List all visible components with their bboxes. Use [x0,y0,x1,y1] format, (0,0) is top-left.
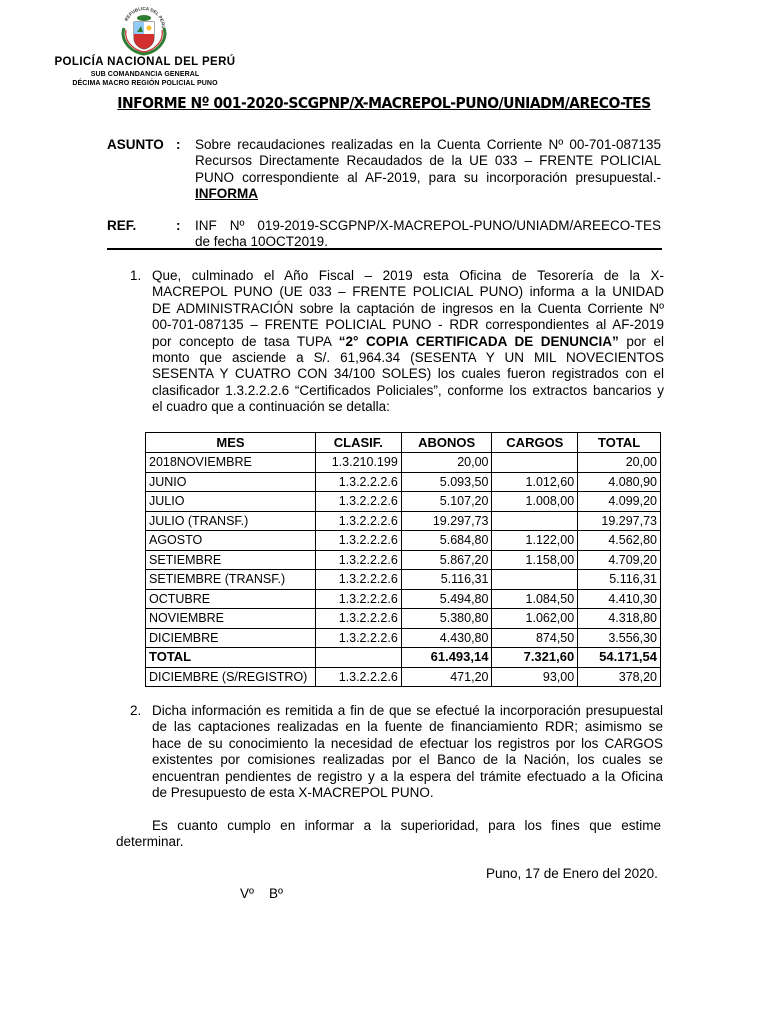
coat-of-arms-icon [116,4,172,58]
table-cell: 1.084,50 [492,589,578,609]
table-cell: 1.3.2.2.2.6 [315,609,401,629]
document-date: Puno, 17 de Enero del 2020. [486,866,658,881]
paragraph-number: 2. [130,703,142,718]
table-cell: SETIEMBRE [146,550,316,570]
ref-line: de fecha 10OCT2019. [195,234,328,250]
paragraph-line: MACREPOL PUNO (UE 033 – FRENTE POLICIAL PUNO) informa a la UNIDAD [152,284,664,300]
table-cell: 54.171,54 [578,648,661,668]
table-row [146,570,661,590]
table-cell: 1.158,00 [492,550,578,570]
asunto-colon: : [176,137,181,152]
table-cell: 4.430,80 [401,628,492,648]
table-cell: 5.494,80 [401,589,492,609]
table-cell: 1.062,00 [492,609,578,629]
table-cell: 1.3.2.2.2.6 [315,511,401,531]
paragraph-line: 00-701-087135 – FRENTE POLICIAL PUNO - RDR correspondientes al AF-2019 [152,317,664,333]
table-cell: 3.556,30 [578,628,661,648]
table-cell: 20,00 [578,453,661,473]
table-row [146,492,661,512]
asunto-text [195,137,661,203]
table-cell: 378,20 [578,667,661,687]
table-cell: 1.3.2.2.2.6 [315,628,401,648]
table-cell: 61.493,14 [401,648,492,668]
table-cell: 5.684,80 [401,531,492,551]
paragraph-line: SESENTA Y CUATRO CON 34/100 SOLES) los cuales fueron registrados con el [152,366,664,382]
table-cell: 4.080,90 [578,472,661,492]
table-cell: 4.562,80 [578,531,661,551]
svg-text:REPUBLICA DEL PERU: REPUBLICA DEL PERU [123,5,167,29]
table-cell [492,511,578,531]
table-row [146,511,661,531]
collections-table [145,432,661,687]
paragraph-fragment: por el [618,333,664,349]
column-header: CARGOS [492,433,578,453]
asunto-line: Recursos Directamente Recaudados de la UE 033 – FRENTE POLICIAL [195,153,661,169]
table-row [146,472,661,492]
table-cell: 5.380,80 [401,609,492,629]
table-cell: 5.116,31 [401,570,492,590]
table-cell: 1.3.2.2.2.6 [315,667,401,687]
table-cell: DICIEMBRE [146,628,316,648]
ref-label: REF. [107,218,137,233]
vobo-mark: Vº Bº [240,886,283,901]
paragraph-2 [152,703,663,801]
paragraph-line: el cuadro que a continuación se detalla: [152,399,390,415]
paragraph-line: DE ADMINISTRACIÓN sobre la captación de ingresos en la Cuenta Corriente Nº [152,300,664,316]
table-cell: 5.093,50 [401,472,492,492]
table-cell: SETIEMBRE (TRANSF.) [146,570,316,590]
table-cell: 1.122,00 [492,531,578,551]
paragraph-line: clasificador 1.3.2.2.2.6 “Certificados Policiales”, conforme los extractos bancarios y [152,382,664,398]
informa-label: INFORMA [195,186,258,202]
table-cell: JULIO (TRANSF.) [146,511,316,531]
table-cell: 1.3.210.199 [315,453,401,473]
table-cell: 4.099,20 [578,492,661,512]
asunto-line: PUNO correspondiente al AF-2019, para su incorporación presupuestal.- [195,169,661,185]
table-row [146,453,661,473]
table-cell: 7.321,60 [492,648,578,668]
table-cell: 1.3.2.2.2.6 [315,531,401,551]
closing-line: determinar. [116,834,184,849]
table-cell: 4.709,20 [578,550,661,570]
paragraph-line [152,334,664,350]
paragraph-line: Que, culminado el Año Fiscal – 2019 esta Oficina de Tesorería de la X- [152,268,664,283]
table-cell: 20,00 [401,453,492,473]
closing-text [152,818,661,834]
table-cell: 5.116,31 [578,570,661,590]
paragraph-line: hace de su conocimiento la necesidad de efectuar los registros por los CARGOS [152,735,663,751]
column-header: ABONOS [401,433,492,453]
table-row [146,609,661,629]
organization-subtitle: SUB COMANDANCIA GENERAL [90,71,200,78]
paragraph-line: de las captaciones realizadas en la fuente de financiamiento RDR; asimismo se [152,719,663,735]
table-row [146,550,661,570]
table-row [146,628,661,648]
table-row [146,531,661,551]
paragraph-1 [152,268,664,416]
table-cell: NOVIEMBRE [146,609,316,629]
table-total-row [146,648,661,668]
ref-text [195,218,661,251]
tupa-concept: “2° COPIA CERTIFICADA DE DENUNCIA” [338,333,619,349]
paragraph-line: Dicha información es remitida a fin de que se efectué la incorporación presupuestal [152,703,663,718]
divider-line [107,248,662,250]
table-cell: 1.3.2.2.2.6 [315,492,401,512]
table-cell: OCTUBRE [146,589,316,609]
column-header: CLASIF. [315,433,401,453]
table-cell: 1.3.2.2.2.6 [315,472,401,492]
table-cell: 4.410,30 [578,589,661,609]
table-cell: 93,00 [492,667,578,687]
ref-line: INF Nº 019-2019-SCGPNP/X-MACREPOL-PUNO/UNIADM/AREECO-TES [195,218,661,233]
paragraph-number: 1. [130,268,142,283]
closing-line: Es cuanto cumplo en informar a la superioridad, para los fines que estime [152,818,661,833]
table-cell: 5.867,20 [401,550,492,570]
table-cell: 19.297,73 [578,511,661,531]
table-header-row [146,433,661,453]
table-row [146,589,661,609]
table-cell: 1.3.2.2.2.6 [315,589,401,609]
column-header: TOTAL [578,433,661,453]
asunto-label: ASUNTO [107,137,164,152]
table-cell: 1.012,60 [492,472,578,492]
table-cell: JULIO [146,492,316,512]
paragraph-line: de Presupuesto de esta X-MACREPOL PUNO. [152,785,434,801]
asunto-line: Sobre recaudaciones realizadas en la Cuenta Corriente Nº 00-701-087135 [195,137,661,152]
table-cell: 4.318,80 [578,609,661,629]
table-cell: 471,20 [401,667,492,687]
report-title: INFORME Nº 001-2020-SCGPNP/X-MACREPOL-PUNO/UNIADM/ARECO-TES [117,94,651,112]
paragraph-line: monto que asciende a S/. 61,964.34 (SESENTA Y UN MIL NOVECIENTOS [152,350,664,366]
paragraph-fragment: por concepto de tasa TUPA [152,333,339,349]
table-cell [492,570,578,590]
table-cell: 1.3.2.2.2.6 [315,550,401,570]
table-cell: AGOSTO [146,531,316,551]
paragraph-line: encuentran pendientes de registro y a la espera del trámite efectuado a la Oficina [152,768,663,784]
table-cell: 19.297,73 [401,511,492,531]
table-cell: 1.008,00 [492,492,578,512]
table-cell: 874,50 [492,628,578,648]
table-cell: 2018NOVIEMBRE [146,453,316,473]
organization-subtitle: DÉCIMA MACRO REGIÓN POLICIAL PUNO [72,80,218,87]
table-cell: JUNIO [146,472,316,492]
table-cell: 5.107,20 [401,492,492,512]
table-row [146,667,661,687]
table-cell [315,648,401,668]
table-cell: 1.3.2.2.2.6 [315,570,401,590]
organization-name: POLICÍA NACIONAL DEL PERÚ [54,56,236,68]
ref-colon: : [176,218,181,233]
table-cell [492,453,578,473]
column-header: MES [146,433,316,453]
table-cell: DICIEMBRE (S/REGISTRO) [146,667,316,687]
table-cell: TOTAL [146,648,316,668]
paragraph-line: existentes por comisiones realizadas por el Banco de la Nación, los cuales se [152,752,663,768]
